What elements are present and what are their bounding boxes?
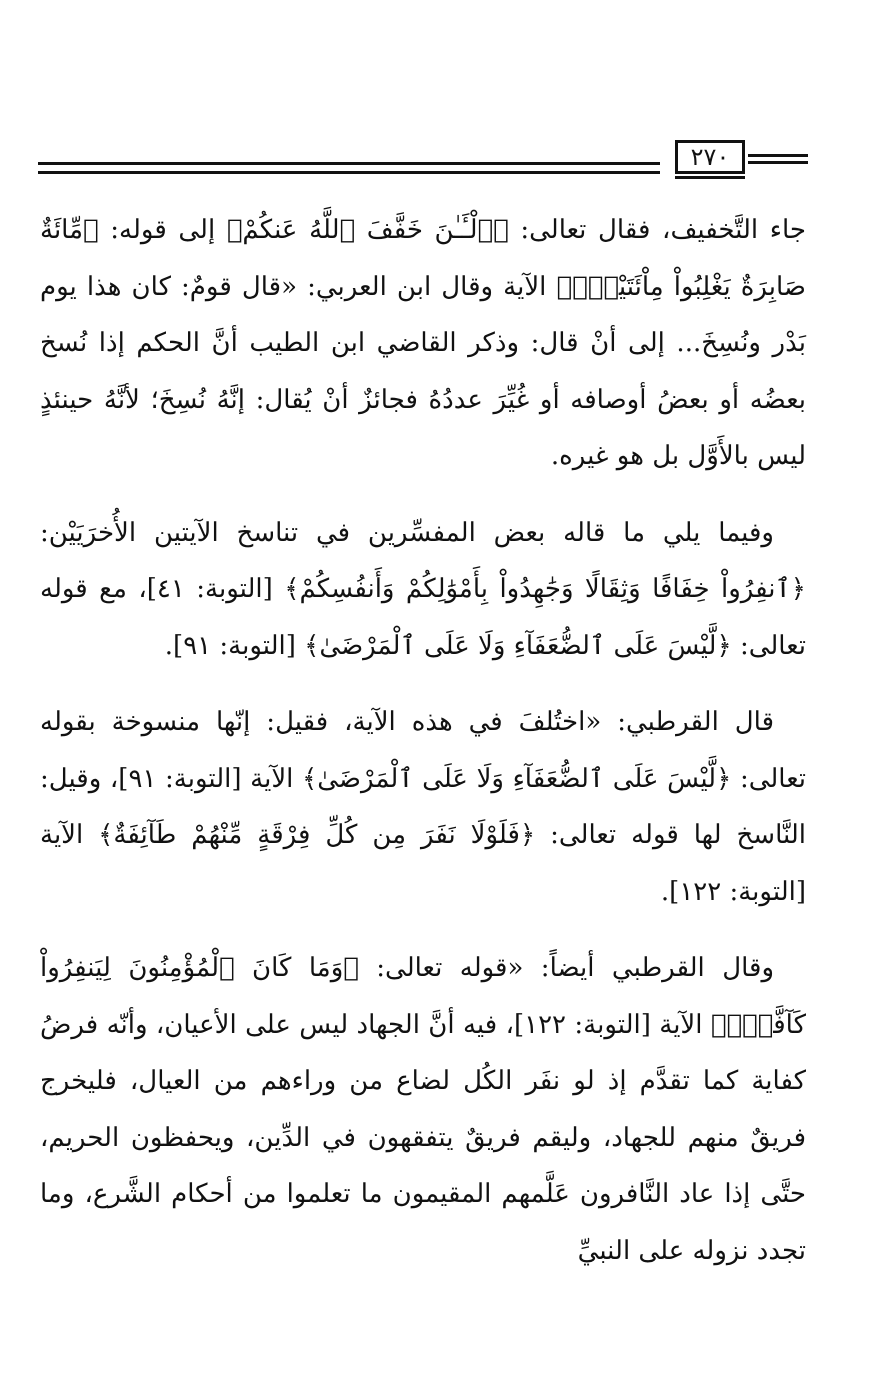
paragraph-2: وفيما يلي ما قاله بعض المفسِّرين في تناسخ الآيتين الأُخرَيَيْن: ﴿ٱنفِرُواْ خِفَافًا وَثِقَالًا وَجَٰهِدُواْ بِأَمْوَٰلِكُمْ وَأَنفُسِكُمْ﴾ [التوبة: ٤١]، مع قوله تعالى: ﴿لَّيْسَ عَلَى ٱلضُّعَفَآءِ وَلَا عَلَى ٱلْمَرْضَىٰ﴾ [التوبة: ٩١]. <box>40 517 806 661</box>
paragraph-1: جاء التَّخفيف، فقال تعالى: ﴿ٱلْـَٔـٰنَ خَفَّفَ ٱللَّهُ عَنكُمْ﴾ إلى قوله: ﴿مِّائَةٌ صَابِرَةٌ يَغْلِبُواْ مِاْئَتَيْنِۚ﴾ الآية وقال ابن العربي: «قال قومٌ: كان هذا يوم بَدْر ونُسِخَ... إلى أنْ قال: وذكر القاضي ابن الطيب أنَّ الحكم إذا نُسخ بعضُه أو بعضُ أوصافه أو غُيِّرَ عددُهُ فجائزٌ أنْ يُقال: إنَّهُ نُسِخَ؛ لأنَّهُ حينئذٍ ليس بالأَوَّل بل هو غيره. <box>40 215 806 471</box>
page-number: ٢٧٠ <box>675 140 745 174</box>
paragraph-4: وقال القرطبي أيضاً: «قوله تعالى: ﴿وَمَا كَانَ ٱلْمُؤْمِنُونَ لِيَنفِرُواْ كَآفَّةًۚ﴾ الآية [التوبة: ١٢٢]، فيه أنَّ الجهاد ليس على الأعيان، وأنّه فرضُ كفاية كما تقدَّم إذ لو نفَر الكُل لضاع من وراءهم من العيال، فليخرج فريقٌ منهم للجهاد، وليقم فريقٌ يتفقهون في الدِّين، ويحفظون الحريم، حتَّى إذا عاد النَّافرون عَلَّمهم المقيمون ما تعلموا من أحكام الشَّرع، وما تجدد نزوله على النبيِّ <box>40 953 806 1266</box>
page-header <box>38 140 808 180</box>
header-double-rule <box>38 162 660 174</box>
page-body <box>40 202 806 1299</box>
header-short-rule <box>748 154 808 164</box>
paragraph-3: قال القرطبي: «اختُلفَ في هذه الآية، فقيل: إنّها منسوخة بقوله تعالى: ﴿لَّيْسَ عَلَى ٱلضُّعَفَآءِ وَلَا عَلَى ٱلْمَرْضَىٰ﴾ الآية [التوبة: ٩١]، وقيل: النَّاسخ لها قوله تعالى: ﴿فَلَوْلَا نَفَرَ مِن كُلِّ فِرْقَةٍ مِّنْهُمْ طَآئِفَةٌ﴾ الآية [التوبة: ١٢٢]. <box>40 707 806 907</box>
